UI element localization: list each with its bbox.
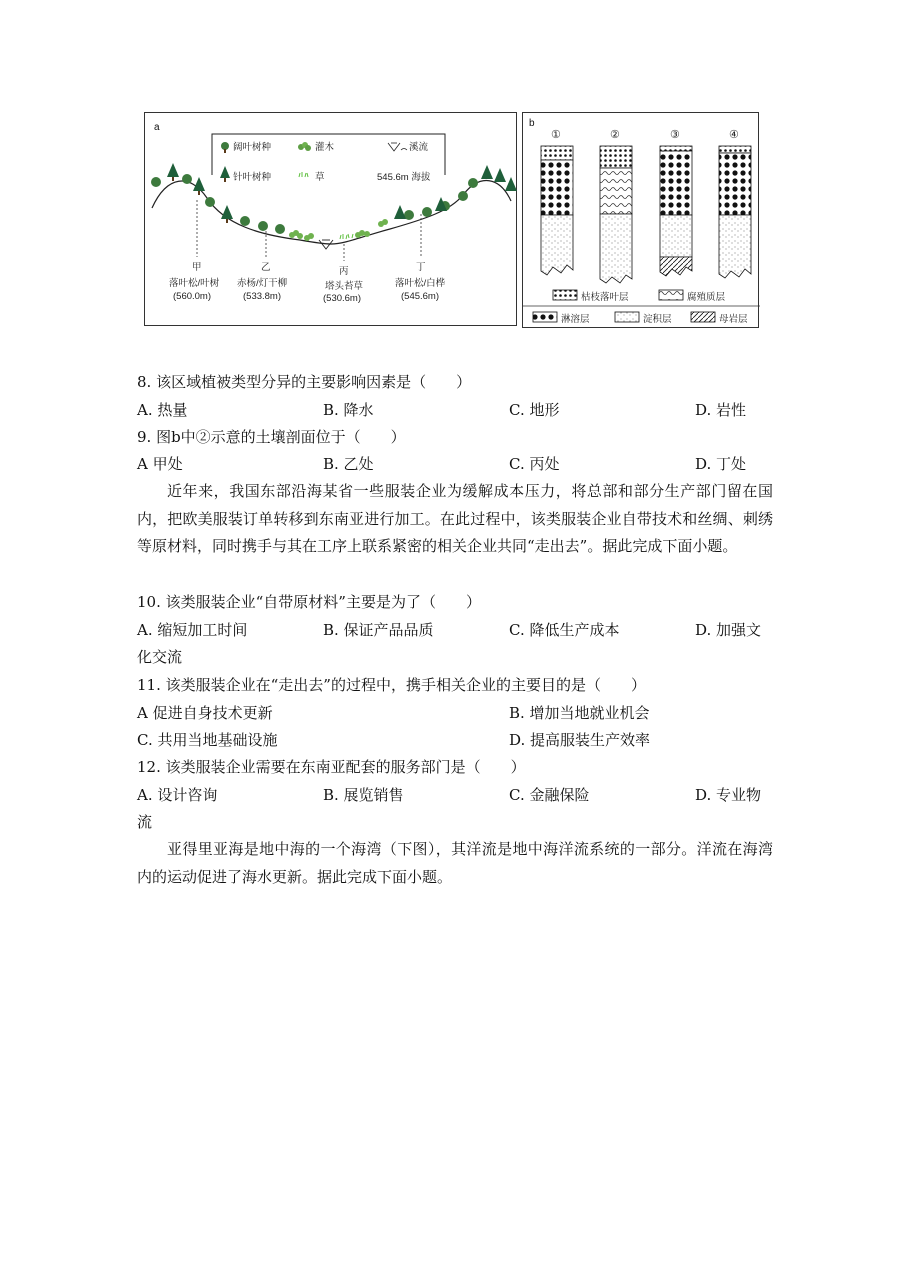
legend-elevation-label: 545.6m 海拔 (377, 172, 431, 183)
legend-stream-label: 溪流 (409, 142, 429, 153)
legend-grass-label: 草 (315, 172, 325, 183)
legend-litter-swatch (553, 290, 577, 300)
question-9-option-c: C. 丙处 (509, 455, 560, 473)
site-jia-elev: (560.0m) (173, 291, 212, 302)
legend-eluvial-swatch (533, 312, 557, 322)
legend-stream-symbol (388, 143, 407, 151)
question-8-option-d: D. 岩性 (695, 401, 747, 419)
question-10-option-d-continued: 化交流 (137, 648, 183, 666)
legend-humus-label: 腐殖质层 (687, 292, 726, 303)
question-10-option-b: B. 保证产品品质 (323, 621, 434, 639)
question-9-stem: 9. 图b中②示意的土壤剖面位于（ ） (137, 428, 406, 446)
legend-broadleaf-symbol (221, 142, 229, 153)
question-9-option-d: D. 丁处 (695, 455, 747, 473)
legend-parent-rock-label: 母岩层 (719, 314, 748, 325)
terrain-line (152, 181, 511, 244)
legend-litter-label: 枯枝落叶层 (581, 292, 629, 303)
figure-b-letter: b (529, 118, 535, 129)
question-9-option-b: B. 乙处 (323, 455, 374, 473)
site-drop-lines (197, 200, 421, 261)
question-12-option-d: D. 专业物 (695, 786, 762, 804)
legend-broadleaf-label: 阔叶树种 (233, 142, 272, 153)
site-ding-mark: 丁 (416, 262, 426, 273)
question-10-option-a: A. 缩短加工时间 (137, 621, 248, 639)
site-bing-veg: 塔头苔草 (325, 281, 364, 292)
grass-valley (340, 234, 353, 239)
question-10-option-c: C. 降低生产成本 (509, 621, 620, 639)
profile-label-1: ① (551, 129, 561, 141)
broadleaf-trees-left (151, 174, 285, 234)
site-yi-mark: 乙 (261, 262, 271, 273)
question-11-option-d: D. 提高服装生产效率 (509, 731, 651, 749)
legend-eluvial-label: 淋溶层 (561, 314, 590, 325)
profile-label-2: ② (610, 129, 620, 141)
figure-a-letter: a (154, 122, 160, 133)
passage-adriatic-sea: 亚得里亚海是地中海的一个海湾（下图），其洋流是地中海洋流系统的一部分。洋流在海湾内的运动促进了海水更新。据此完成下面小题。 (137, 840, 773, 886)
figure-b (522, 112, 759, 328)
legend-shrub-symbol (298, 142, 311, 151)
legend-shrub-label: 灌木 (315, 142, 335, 153)
soil-profile-4 (719, 146, 751, 278)
profile-label-4: ④ (729, 129, 739, 141)
legend-parent-rock-swatch (691, 312, 715, 322)
site-yi-veg: 赤杨/灯干柳 (237, 278, 288, 289)
question-12-option-b: B. 展览销售 (323, 786, 404, 804)
question-9-option-a: A 甲处 (137, 455, 183, 473)
legend-conifer-symbol (220, 166, 230, 182)
site-bing-mark: 丙 (339, 266, 349, 277)
question-12-option-c: C. 金融保险 (509, 786, 590, 804)
question-10-stem: 10. 该类服装企业“自带原材料”主要是为了（ ） (137, 593, 481, 611)
site-jia-mark: 甲 (192, 262, 202, 273)
profile-label-3: ③ (670, 129, 680, 141)
figure-a (144, 112, 517, 326)
legend-illuvial-label: 淀积层 (643, 314, 672, 325)
shrubs-right (355, 219, 388, 238)
question-11-option-c: C. 共用当地基础设施 (137, 731, 278, 749)
question-8-stem: 8. 该区域植被类型分异的主要影响因素是（ ） (137, 373, 472, 391)
passage-garment-industry: 近年来，我国东部沿海某省一些服装企业为缓解成本压力，将总部和部分生产部门留在国内，把欧美服装订单转移到东南亚进行加工。在此过程中，该类服装企业自带技术和丝绸、刺绣等原材料，同时携手与其在工序上联系紧密的相关企业共同“走出去”。据此完成下面小题。 (137, 482, 773, 556)
site-bing-elev: (530.6m) (323, 293, 362, 304)
site-ding-veg: 落叶松/白桦 (395, 278, 446, 289)
site-jia-veg: 落叶松/叶树 (169, 278, 220, 289)
legend-humus-swatch (659, 290, 683, 300)
question-8-option-b: B. 降水 (323, 401, 374, 419)
soil-profile-2 (600, 146, 632, 283)
question-12-option-a: A. 设计咨询 (137, 786, 218, 804)
question-11-option-a: A 促进自身技术更新 (137, 704, 273, 722)
legend-illuvial-swatch (615, 312, 639, 322)
question-8-option-c: C. 地形 (509, 401, 560, 419)
question-11-stem: 11. 该类服装企业在“走出去”的过程中，携手相关企业的主要目的是（ ） (137, 676, 646, 694)
question-12-stem: 12. 该类服装企业需要在东南亚配套的服务部门是（ ） (137, 758, 526, 776)
question-12-option-d-continued: 流 (137, 813, 153, 831)
question-11-option-b: B. 增加当地就业机会 (509, 704, 650, 722)
soil-profile-1 (541, 146, 573, 275)
site-ding-elev: (545.6m) (401, 291, 440, 302)
legend-grass-symbol (299, 172, 308, 177)
legend-conifer-label: 针叶树种 (233, 172, 272, 183)
question-8-option-a: A. 热量 (137, 401, 188, 419)
soil-profile-3 (660, 146, 692, 276)
question-10-option-d: D. 加强文 (695, 621, 762, 639)
site-yi-elev: (533.8m) (243, 291, 282, 302)
